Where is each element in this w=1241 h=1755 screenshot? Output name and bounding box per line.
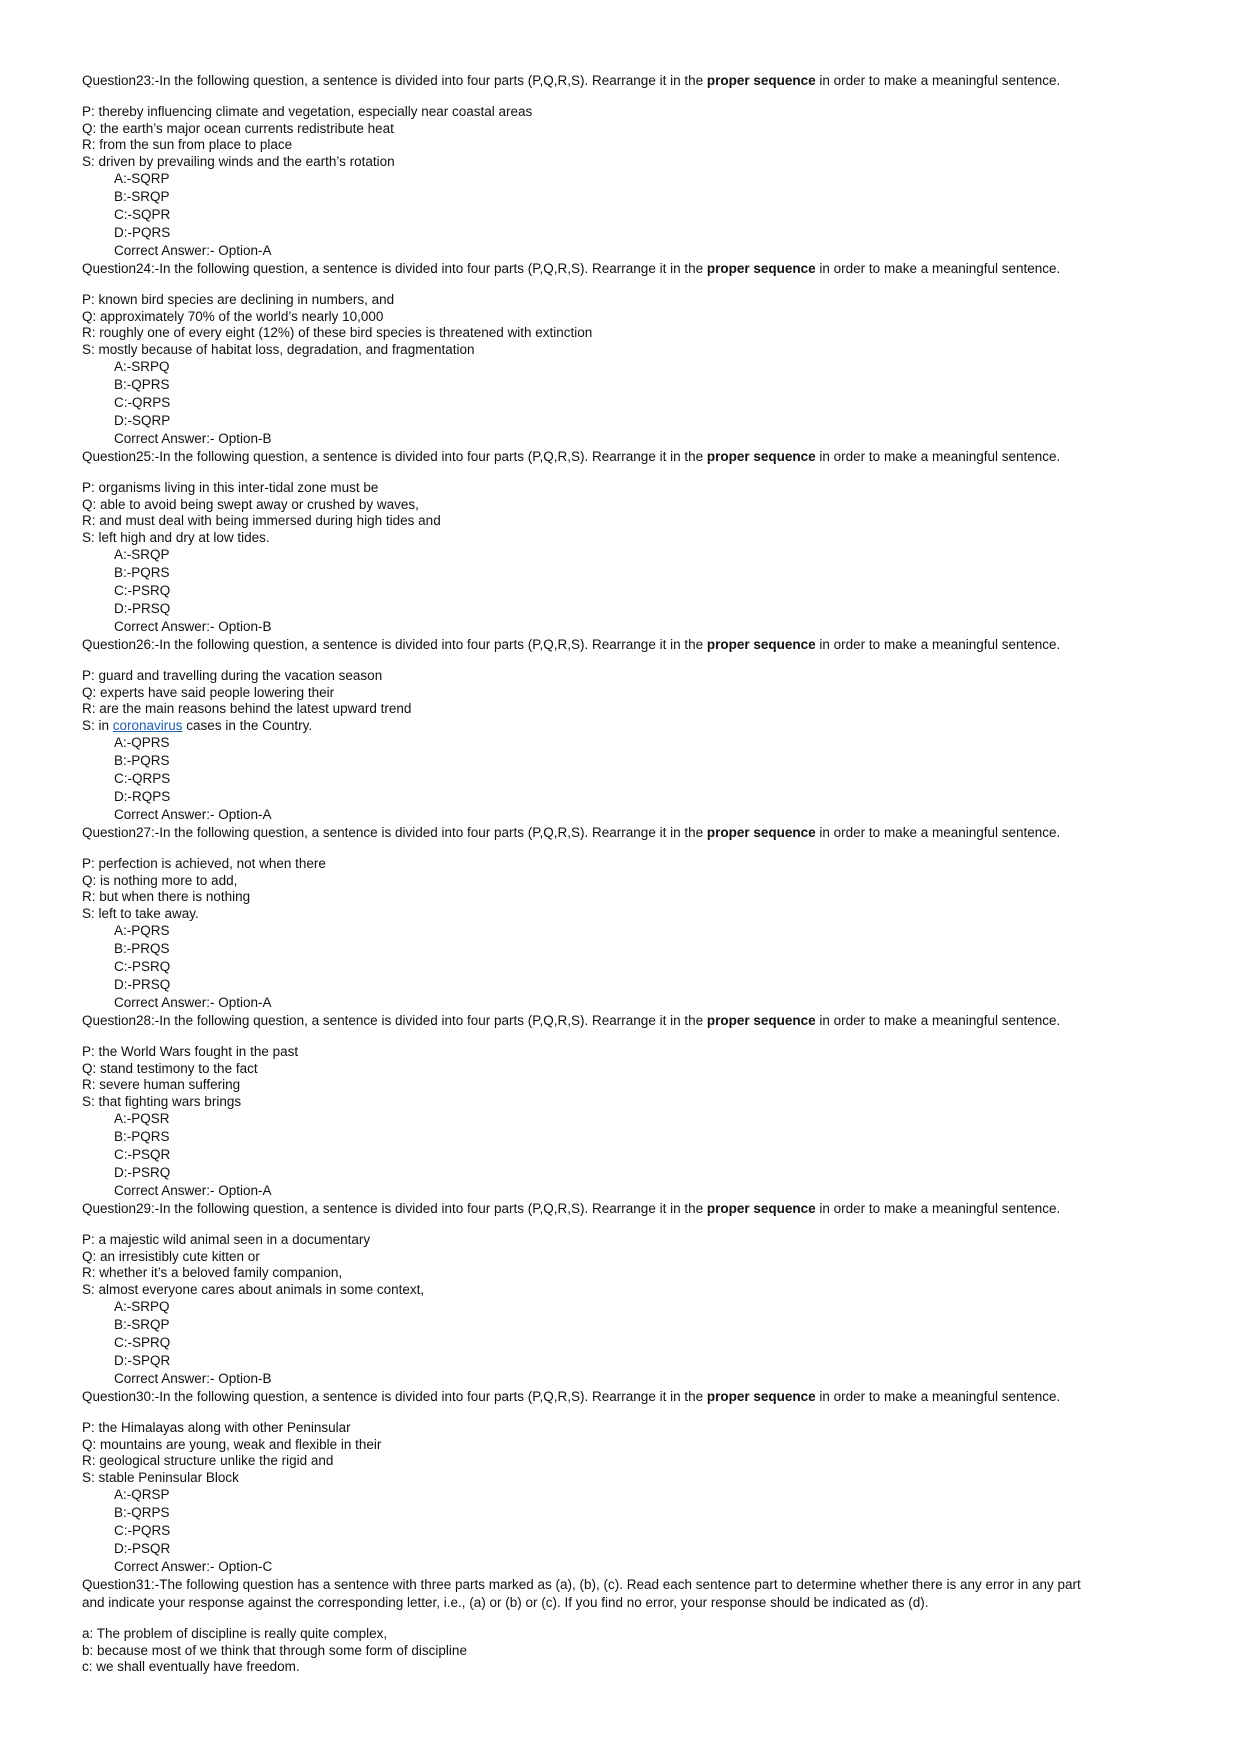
sentence-part-s: S: left to take away. [82, 905, 199, 921]
question-26 [82, 636, 1162, 824]
question-heading [82, 448, 1162, 466]
sentence-part-s: S: mostly because of habitat loss, degradation, and fragmentation [82, 341, 475, 357]
question-31 [82, 1576, 1162, 1676]
question-heading [82, 260, 1162, 278]
sentence-part-s: S: stable Peninsular Block [82, 1469, 239, 1485]
question-23 [82, 72, 1162, 260]
option-c: C:-QRPS [114, 771, 171, 786]
option-b: B:-PQRS [114, 565, 170, 580]
sentence-part-r: R: but when there is nothing [82, 889, 251, 904]
heading-text: Question24:-In the following question, a sentence is divided into four parts (P,Q,R,S). Rearrange it in the [82, 261, 707, 276]
part-s-text: S: in [82, 717, 113, 733]
option-c: C:-SPRQ [114, 1335, 171, 1350]
option-c: C:-QRPS [114, 395, 171, 410]
sentence-part-r: R: severe human suffering [82, 1077, 241, 1092]
document-page [82, 72, 1162, 1676]
heading-text: Question30:-In the following question, a sentence is divided into four parts (P,Q,R,S). Rearrange it in the [82, 1389, 707, 1404]
heading-text-end: in order to make a meaningful sentence. [815, 261, 1061, 276]
option-a: A:-PQSR [114, 1111, 170, 1126]
option-b: B:-PRQS [114, 941, 170, 956]
option-b: B:-SRQP [114, 1317, 170, 1332]
question-heading [82, 636, 1162, 654]
sentence-part-p: P: thereby influencing climate and vegetation, especially near coastal areas [82, 104, 533, 119]
heading-bold-text: proper sequence [706, 637, 816, 652]
sentence-part-b: b: because most of we think that through some form of discipline [82, 1642, 467, 1658]
sentence-part-r: R: geological structure unlike the rigid and [82, 1453, 334, 1468]
heading-text-end: in order to make a meaningful sentence. [815, 1201, 1061, 1216]
correct-answer: Correct Answer:- Option-C [114, 1559, 273, 1574]
sentence-part-p: P: a majestic wild animal seen in a documentary [82, 1232, 371, 1247]
option-c: C:-PSQR [114, 1147, 171, 1162]
question-heading-line-1: Question31:-The following question has a sentence with three parts marked as (a), (b), (c). Read each sentence part to determine whether there is any error in any part [82, 1577, 1081, 1592]
option-d: D:-PRSQ [114, 977, 171, 992]
option-a: A:-SQRP [114, 171, 170, 186]
question-heading [82, 1200, 1162, 1218]
heading-text: Question27:-In the following question, a sentence is divided into four parts (P,Q,R,S). Rearrange it in the [82, 825, 707, 840]
sentence-part-p: P: the World Wars fought in the past [82, 1044, 299, 1059]
option-d: D:-SQRP [114, 413, 171, 428]
question-28 [82, 1012, 1162, 1200]
heading-text: Question28:-In the following question, a sentence is divided into four parts (P,Q,R,S). Rearrange it in the [82, 1013, 707, 1028]
sentence-part-r: R: and must deal with being immersed during high tides and [82, 513, 441, 528]
option-c: C:-SQPR [114, 207, 171, 222]
option-b: B:-PQRS [114, 753, 170, 768]
sentence-part-q: Q: the earth’s major ocean currents redistribute heat [82, 120, 394, 136]
sentence-part-s: S: almost everyone cares about animals in some context, [82, 1281, 425, 1297]
heading-text-end: in order to make a meaningful sentence. [815, 1389, 1061, 1404]
option-d: D:-SPQR [114, 1353, 171, 1368]
heading-bold-text: proper sequence [706, 1201, 816, 1216]
heading-text: Question25:-In the following question, a sentence is divided into four parts (P,Q,R,S). Rearrange it in the [82, 449, 707, 464]
heading-bold-text: proper sequence [706, 825, 816, 840]
heading-bold-text: proper sequence [706, 1013, 816, 1028]
option-b: B:-PQRS [114, 1129, 170, 1144]
sentence-part-s: S: that fighting wars brings [82, 1093, 242, 1109]
option-a: A:-SRQP [114, 547, 170, 562]
sentence-part-p: P: organisms living in this inter-tidal zone must be [82, 480, 379, 495]
heading-text: Question23:-In the following question, a sentence is divided into four parts (P,Q,R,S). Rearrange it in the [82, 73, 707, 88]
part-s-text-end: cases in the Country. [182, 717, 313, 733]
question-24 [82, 260, 1162, 448]
correct-answer: Correct Answer:- Option-A [114, 807, 272, 822]
option-c: C:-PSRQ [114, 959, 171, 974]
option-d: D:-PSQR [114, 1541, 171, 1556]
sentence-part-r: R: are the main reasons behind the latest upward trend [82, 701, 412, 716]
heading-text: Question26:-In the following question, a sentence is divided into four parts (P,Q,R,S). Rearrange it in the [82, 637, 707, 652]
question-heading [82, 1388, 1162, 1406]
option-d: D:-PSRQ [114, 1165, 171, 1180]
question-29 [82, 1200, 1162, 1388]
option-b: B:-SRQP [114, 189, 170, 204]
option-d: D:-PQRS [114, 225, 171, 240]
sentence-part-q: Q: an irresistibly cute kitten or [82, 1248, 260, 1264]
sentence-part-q: Q: stand testimony to the fact [82, 1060, 258, 1076]
sentence-part-q: Q: experts have said people lowering their [82, 684, 335, 700]
heading-text-end: in order to make a meaningful sentence. [815, 1013, 1061, 1028]
sentence-part-p: P: the Himalayas along with other Peninsular [82, 1420, 351, 1435]
option-c: C:-PSRQ [114, 583, 171, 598]
sentence-part-a: a: The problem of discipline is really quite complex, [82, 1626, 388, 1641]
sentence-part-s: S: driven by prevailing winds and the earth’s rotation [82, 153, 395, 169]
heading-text-end: in order to make a meaningful sentence. [815, 73, 1061, 88]
question-heading [82, 1012, 1162, 1030]
question-heading-line-2: and indicate your response against the corresponding letter, i.e., (a) or (b) or (c). If you find no error, your response should be indicated as (d). [82, 1595, 929, 1610]
heading-text-end: in order to make a meaningful sentence. [815, 637, 1061, 652]
correct-answer: Correct Answer:- Option-B [114, 1371, 272, 1386]
sentence-part-s [82, 718, 1162, 735]
heading-bold-text: proper sequence [706, 449, 816, 464]
sentence-part-q: Q: able to avoid being swept away or crushed by waves, [82, 496, 419, 512]
option-d: D:-PRSQ [114, 601, 171, 616]
heading-text-end: in order to make a meaningful sentence. [815, 825, 1061, 840]
option-a: A:-SRPQ [114, 359, 170, 374]
question-25 [82, 448, 1162, 636]
question-27 [82, 824, 1162, 1012]
question-heading [82, 824, 1162, 842]
correct-answer: Correct Answer:- Option-A [114, 243, 272, 258]
correct-answer: Correct Answer:- Option-A [114, 995, 272, 1010]
option-a: A:-QRSP [114, 1487, 170, 1502]
option-a: A:-QPRS [114, 735, 170, 750]
heading-bold-text: proper sequence [706, 73, 816, 88]
option-b: B:-QRPS [114, 1505, 170, 1520]
option-a: A:-SRPQ [114, 1299, 170, 1314]
sentence-part-r: R: roughly one of every eight (12%) of these bird species is threatened with extinction [82, 325, 593, 340]
sentence-part-r: R: whether it’s a beloved family companion, [82, 1265, 343, 1280]
sentence-part-p: P: guard and travelling during the vacation season [82, 668, 383, 683]
correct-answer: Correct Answer:- Option-B [114, 431, 272, 446]
option-b: B:-QPRS [114, 377, 170, 392]
heading-text-end: in order to make a meaningful sentence. [815, 449, 1061, 464]
coronavirus-link[interactable]: coronavirus [112, 717, 183, 733]
heading-bold-text: proper sequence [706, 1389, 816, 1404]
sentence-part-q: Q: approximately 70% of the world’s nearly 10,000 [82, 308, 384, 324]
option-d: D:-RQPS [114, 789, 171, 804]
sentence-part-p: P: known bird species are declining in numbers, and [82, 292, 395, 307]
sentence-part-s: S: left high and dry at low tides. [82, 529, 270, 545]
question-heading [82, 72, 1162, 90]
heading-bold-text: proper sequence [706, 261, 816, 276]
sentence-part-q: Q: mountains are young, weak and flexible in their [82, 1436, 382, 1452]
question-30 [82, 1388, 1162, 1576]
sentence-part-p: P: perfection is achieved, not when there [82, 856, 326, 871]
sentence-part-c: c: we shall eventually have freedom. [82, 1659, 300, 1674]
option-a: A:-PQRS [114, 923, 170, 938]
heading-text: Question29:-In the following question, a sentence is divided into four parts (P,Q,R,S). Rearrange it in the [82, 1201, 707, 1216]
sentence-part-q: Q: is nothing more to add, [82, 872, 238, 888]
correct-answer: Correct Answer:- Option-B [114, 619, 272, 634]
correct-answer: Correct Answer:- Option-A [114, 1183, 272, 1198]
option-c: C:-PQRS [114, 1523, 171, 1538]
sentence-part-r: R: from the sun from place to place [82, 137, 293, 152]
